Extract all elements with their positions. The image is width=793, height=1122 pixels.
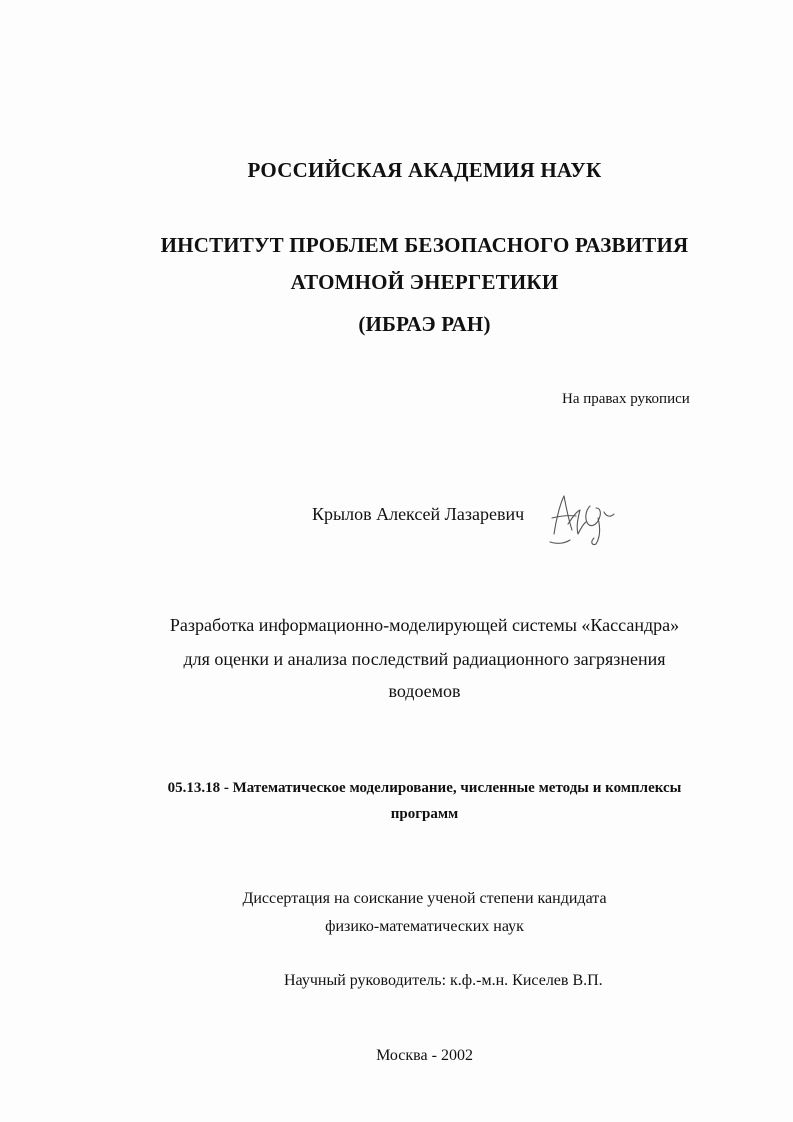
institute-title-line-2: АТОМНОЙ ЭНЕРГЕТИКИ: [290, 270, 559, 294]
place-and-year: Москва - 2002: [376, 1047, 473, 1064]
signature-icon: [546, 490, 618, 548]
dissertation-topic-line-2: для оценки и анализа последствий радиационного загрязнения: [183, 649, 666, 669]
specialty-line-2: программ: [390, 806, 459, 822]
manuscript-rights-note: На правах рукописи: [562, 391, 690, 407]
specialty-line-1: 05.13.18 - Математическое моделирование, численные методы и комплексы: [167, 780, 682, 796]
degree-statement-line-1: Диссертация на соискание ученой степени кандидата: [242, 890, 607, 907]
degree-statement-line-2: физико-математических наук: [325, 918, 524, 935]
scientific-advisor: Научный руководитель: к.ф.-м.н. Киселев В.П.: [284, 972, 603, 989]
author-name: Крылов Алексей Лазаревич: [312, 504, 525, 524]
institute-title-line-1: ИНСТИТУТ ПРОБЛЕМ БЕЗОПАСНОГО РАЗВИТИЯ: [160, 233, 689, 257]
academy-title: РОССИЙСКАЯ АКАДЕМИЯ НАУК: [247, 158, 602, 182]
institute-abbreviation: (ИБРАЭ РАН): [358, 312, 491, 336]
dissertation-topic-line-1: Разработка информационно-моделирующей системы «Кассандра»: [169, 615, 680, 635]
dissertation-topic-line-3: водоемов: [388, 681, 461, 701]
